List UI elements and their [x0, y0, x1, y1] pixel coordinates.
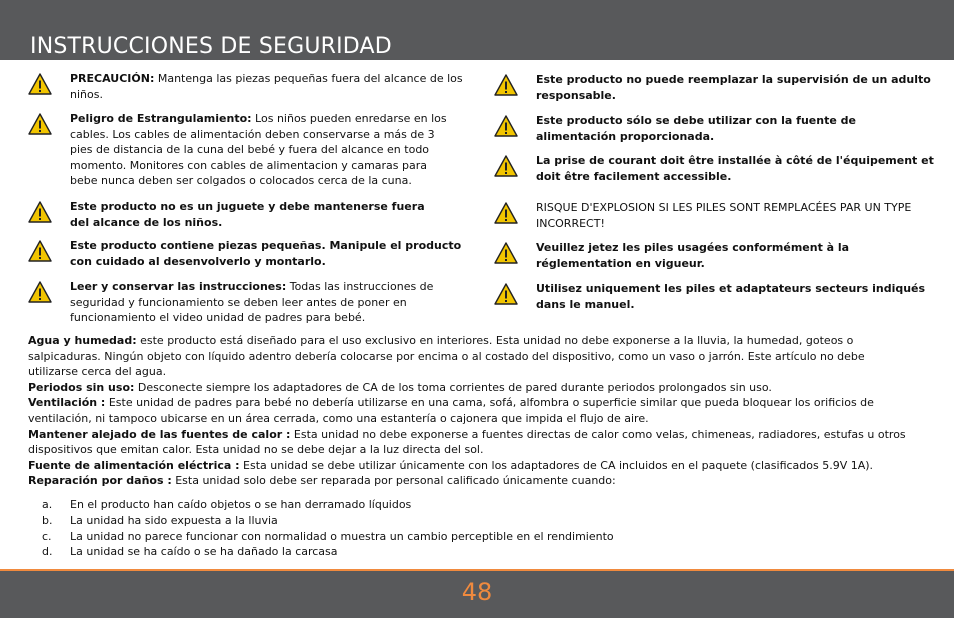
paragraph-unused-periods [28, 380, 938, 396]
warning-text: Los niños pueden enredarse en los cables. Los cables de alimentación deben conservarse a más de 3 pies de distancia de la cuna del bebé y fuera del alcance en todo momento. Monitores con cables de alimentacion y camaras para bebe nunca deben ser colgados o colocados cerca de la cuna. [70, 112, 447, 188]
warning-bold: La prise de courant doit être installée à côté de l'équipement et doit être facilement accessible. [536, 154, 934, 183]
warning-icon [494, 242, 518, 264]
paragraph-damage-repair [28, 473, 938, 489]
warning-text: Todas las instrucciones de seguridad y funcionamiento se deben leer antes de poner en funcionamiento el video unidad de padres para bebé. [70, 280, 434, 325]
list-text: La unidad no parece funcionar con normalidad o muestra un cambio perceptible en el rendimiento [70, 529, 614, 543]
warning-bold: Este producto no puede reemplazar la supervisión de un adulto responsable. [536, 73, 931, 102]
page-number: 48 [461, 578, 493, 606]
paragraph-heading: Ventilación : [28, 396, 106, 410]
paragraph-text: Este unidad de padres para bebé no debería utilizarse en una cama, sofá, alfombra o superficie similar que pueda bloquear los orificios de ventilación, ni tampoco ubicarse en un área cerrada, como una estantería o cajonera que impida el flujo de aire. [28, 396, 874, 425]
warning-icon [494, 115, 518, 137]
warning-icon [28, 113, 52, 135]
warning-bold: PRECAUCIÓN: [70, 72, 155, 85]
paragraph-heading: Mantener alejado de las fuentes de calor : [28, 427, 291, 441]
list-text: En el producto han caído objetos o se han derramado líquidos [70, 498, 412, 511]
warning-icon [28, 281, 52, 303]
paragraph-ventilation [28, 395, 938, 426]
list-text: La unidad se ha caído o se ha dañado la carcasa [70, 545, 338, 559]
paragraph-power-source [28, 458, 938, 474]
list-letter: c. [42, 529, 52, 543]
paragraph-water [28, 333, 888, 380]
warning-text: Mantenga las piezas pequeñas fuera del alcance de los niños. [70, 72, 463, 101]
paragraph-heading: Fuente de alimentación eléctrica : [28, 458, 240, 472]
warning-bold: Utilisez uniquement les piles et adaptateurs secteurs indiqués dans le manuel. [536, 282, 926, 311]
paragraph-text: Esta unidad no debe exponerse a fuentes directas de calor como velas, chimeneas, radiadores, estufas u otros dispositivos que emitan calor. Esta unidad no se debe dejar a la luz directa del sol. [28, 427, 906, 457]
warning-icon [28, 201, 52, 223]
list-letter: a. [42, 498, 53, 511]
list-text: La unidad ha sido expuesta a la lluvia [70, 513, 278, 527]
warning-bold: Este producto contiene piezas pequeñas. Manipule el producto con cuidado al desenvolverlo y montarlo. [70, 239, 462, 268]
warning-bold: Este producto no es un juguete y debe mantenerse fuera del alcance de los niños. [70, 200, 425, 229]
page-title: INSTRUCCIONES DE SEGURIDAD [30, 34, 392, 59]
paragraph-heat-sources [28, 427, 938, 458]
warning-bold: Leer y conservar las instrucciones: [70, 280, 287, 293]
paragraph-text: Esta unidad solo debe ser reparada por personal calificado únicamente cuando: [171, 474, 616, 488]
warning-bold: Veuillez jetez les piles usagées conformément à la réglementation en vigueur. [536, 241, 850, 270]
safety-paragraphs [28, 333, 938, 489]
warning-icon [494, 74, 518, 96]
warning-bold: Peligro de Estrangulamiento: [70, 112, 252, 125]
paragraph-text: Esta unidad se debe utilizar únicamente con los adaptadores de CA incluidos en el paquete (clasificados 5.9V 1A). [239, 458, 874, 472]
paragraph-heading: Periodos sin uso: [28, 380, 135, 394]
paragraph-text: Desconecte siempre los adaptadores de CA de los toma corrientes de pared durante periodos prolongados sin uso. [134, 380, 772, 394]
paragraph-heading: Reparación por daños : [28, 474, 172, 488]
warning-icon [494, 202, 518, 224]
paragraph-heading: Agua y humedad: [28, 334, 137, 347]
warning-icon [28, 240, 52, 262]
warning-icon [494, 283, 518, 305]
warning-icon [28, 73, 52, 95]
warning-icon [494, 155, 518, 177]
list-letter: b. [42, 513, 53, 527]
list-letter: d. [42, 545, 53, 559]
paragraph-text: este producto está diseñado para el uso exclusivo en interiores. Esta unidad no debe exponerse a la lluvia, la humedad, goteos o salpicaduras. Ningún objeto con líquido adentro debería colocarse por encima o al costado del dispositivo, como un vaso o jarrón. Este artículo no debe utilizarse cerca del agua. [28, 334, 865, 379]
warning-text: RISQUE D'EXPLOSION SI LES PILES SONT REMPLACÉES PAR UN TYPE INCORRECT! [536, 201, 912, 230]
warning-bold: Este producto sólo se debe utilizar con la fuente de alimentación proporcionada. [536, 114, 856, 143]
